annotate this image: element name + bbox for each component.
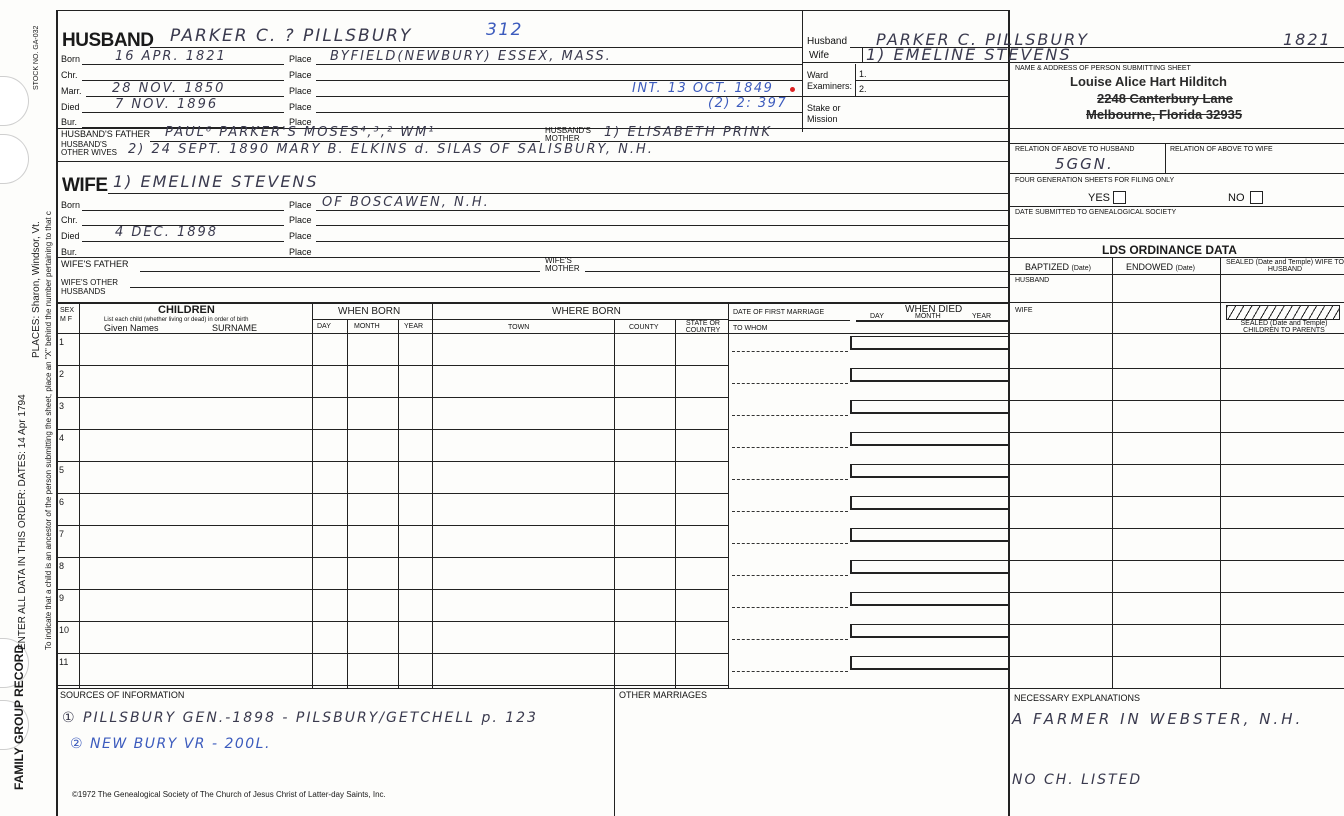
explanation-2[interactable]: NO CH. LISTED [1012, 772, 1143, 788]
county-label: COUNTY [629, 324, 659, 331]
frame-top [56, 10, 1008, 11]
child-row-number: 4 [59, 433, 65, 443]
endowed-label [1126, 262, 1195, 272]
wife-mother-label: WIFE'S MOTHER [545, 256, 580, 273]
child-row-line [56, 429, 728, 430]
line [312, 319, 432, 320]
line [1008, 257, 1344, 258]
wife-father-label: WIFE'S FATHER [61, 259, 129, 269]
line [1008, 206, 1344, 207]
line [802, 96, 1008, 97]
line [1008, 302, 1344, 303]
col-line [675, 320, 676, 688]
line [56, 161, 1008, 162]
no-checkbox[interactable] [1250, 191, 1263, 204]
child-row-number: 6 [59, 497, 65, 507]
child-row-number: 1 [59, 337, 65, 347]
first-marriage-dashes [732, 447, 848, 448]
line [316, 241, 1008, 242]
stake-label: Stake or Mission [807, 103, 841, 124]
line [316, 112, 802, 113]
child-row-line-right [850, 528, 1008, 529]
child-row-line [56, 557, 728, 558]
col-line [398, 320, 399, 688]
wife-name-right[interactable]: 1) EMELINE STEVENS [866, 45, 1072, 64]
explanations-label: NECESSARY EXPLANATIONS [1014, 693, 1141, 703]
child-row-line [56, 685, 728, 686]
relation-husband[interactable]: 5GGN. [1055, 155, 1114, 173]
husband-name[interactable]: PARKER C. ? PILLSBURY [170, 26, 413, 46]
lds-row-line [1008, 496, 1344, 497]
died-bracket [850, 400, 852, 412]
form-title: FAMILY GROUP RECORD [12, 644, 26, 790]
husband-mother-label: HUSBAND'S MOTHER [545, 126, 591, 143]
husband-heading: HUSBAND [62, 30, 154, 51]
places-example: PLACES: Sharon, Windsor, Vt. [31, 221, 42, 358]
child-row-number: 5 [59, 465, 65, 475]
husband-born[interactable]: 16 APR. 1821 [115, 49, 227, 64]
place-label: Place [289, 70, 312, 80]
died-bracket [850, 528, 852, 540]
given-names-label: Given Names [104, 323, 159, 333]
child-row-line-right [850, 656, 1008, 657]
died-line [850, 508, 1008, 510]
first-marriage-dashes [732, 383, 848, 384]
to-whom-label: TO WHOM [733, 325, 768, 332]
sex-label: SEX M F [60, 307, 75, 323]
submitter-street: 2248 Canterbury Lane [1097, 91, 1233, 106]
line [802, 62, 1344, 63]
child-row-line-right [850, 368, 1008, 369]
place-label: Place [289, 231, 312, 241]
year-label: YEAR [404, 323, 424, 330]
col-line [432, 302, 433, 688]
children-instructions: List each child (whether living or dead) in order of birth [104, 317, 249, 323]
first-marriage-dashes [732, 575, 848, 576]
husband-father-label: HUSBAND'S FATHER [61, 129, 151, 139]
died-bracket [850, 656, 852, 668]
endowed-text: ENDOWED [1126, 262, 1173, 272]
month-label: MONTH [354, 323, 380, 330]
date-submitted-label: DATE SUBMITTED TO GENEALOGICAL SOCIETY [1015, 209, 1177, 216]
copyright: ©1972 The Genealogical Society of The Church of Jesus Christ of Latter-day Saints, Inc. [72, 790, 386, 799]
lds-row-line [1008, 400, 1344, 401]
line [1008, 143, 1344, 144]
relation-husband-label: RELATION OF ABOVE TO HUSBAND [1015, 146, 1135, 153]
child-row-number: 8 [59, 561, 65, 571]
marriage-intention: INT. 13 OCT. 1849 [632, 81, 774, 96]
husband-marr[interactable]: 28 NOV. 1850 [112, 81, 226, 96]
line [82, 210, 284, 211]
examiners-label: Examiners: [807, 81, 853, 91]
dates-example: ENTER ALL DATA IN THIS ORDER: DATES: 14 Apr 1794 [17, 394, 28, 650]
died-bracket [850, 464, 852, 476]
lds-row-line [1008, 432, 1344, 433]
wife-heading: WIFE [62, 175, 108, 196]
died-line [850, 604, 1008, 606]
first-marriage-dashes [732, 511, 848, 512]
examiner-2: 2. [859, 84, 867, 94]
lds-row-line [1008, 528, 1344, 529]
line [1008, 688, 1344, 689]
col-line [79, 302, 80, 688]
place-label: Place [289, 247, 312, 257]
died-line [850, 412, 1008, 414]
children-label: CHILDREN [158, 304, 215, 316]
husband-label-right: Husband [807, 36, 848, 47]
child-row-line-right [850, 624, 1008, 625]
died-bracket [850, 496, 852, 508]
child-row-number: 7 [59, 529, 65, 539]
submitter-city: Melbourne, Florida 32935 [1086, 107, 1243, 122]
husband-name-right[interactable]: PARKER C. PILLSBURY [876, 30, 1089, 49]
wife-label-right: Wife [809, 50, 829, 61]
line [56, 688, 1008, 689]
place-label: Place [289, 86, 312, 96]
chr-label: Chr. [61, 215, 78, 225]
died-bracket [850, 432, 852, 444]
lds-wife-label: WIFE [1015, 307, 1033, 314]
record-number: 312 [486, 20, 523, 40]
child-row-line-right [850, 432, 1008, 433]
child-row-line [56, 621, 728, 622]
died-bracket [850, 592, 852, 604]
line [728, 320, 850, 321]
marr-label: Marr. [61, 86, 82, 96]
first-marriage-dashes [732, 415, 848, 416]
lds-title: LDS ORDINANCE DATA [1102, 243, 1237, 257]
red-dot [790, 87, 795, 92]
yes-checkbox[interactable] [1113, 191, 1126, 204]
baptized-text: BAPTIZED [1025, 262, 1070, 272]
died-line [850, 444, 1008, 446]
punch-hole [0, 76, 29, 126]
lds-row-line [1008, 656, 1344, 657]
relation-wife-label: RELATION OF ABOVE TO WIFE [1170, 146, 1273, 153]
wife-died[interactable]: 4 DEC. 1898 [115, 225, 219, 240]
first-marriage-dashes [732, 479, 848, 480]
sources-label: SOURCES OF INFORMATION [60, 690, 185, 700]
died-label: Died [61, 102, 80, 112]
source-1[interactable]: ① PILLSBURY GEN.-1898 - PILSBURY/GETCHELL p. 123 [62, 710, 538, 726]
lds-row-line [1008, 464, 1344, 465]
line [56, 333, 1008, 334]
chr-label: Chr. [61, 70, 78, 80]
ancestor-instruction: To indicate that a child is an ancestor of the person submitting the sheet, place an "X" behind the number pertaining to that c [44, 211, 53, 650]
endowed-date-hint: (Date) [1175, 265, 1195, 272]
sealed-children-label: SEALED (Date and Temple) CHILDREN TO PARENTS [1240, 320, 1328, 334]
col-line [312, 302, 313, 688]
child-row-line-right [850, 560, 1008, 561]
died-bracket [850, 336, 852, 348]
when-died-label: WHEN DIED [905, 304, 963, 315]
died-line [850, 348, 1008, 350]
died-line [850, 572, 1008, 574]
died-bracket [850, 560, 852, 572]
died-bracket [850, 368, 852, 380]
col-line [347, 320, 348, 688]
punch-hole [0, 134, 29, 184]
first-marriage-dashes [732, 639, 848, 640]
line [82, 112, 284, 113]
husband-other-wives-label: HUSBAND'S OTHER WIVES [61, 140, 118, 157]
hatched-cell [1226, 305, 1340, 320]
lds-row-line [1008, 368, 1344, 369]
bur-label: Bur. [61, 117, 78, 127]
husband-born-place[interactable]: BYFIELD(NEWBURY) ESSEX, MASS. [330, 49, 612, 64]
bur-label: Bur. [61, 247, 78, 257]
child-row-line [56, 365, 728, 366]
line [1008, 128, 1344, 129]
born-label: Born [61, 200, 81, 210]
line [82, 241, 284, 242]
child-row-line [56, 493, 728, 494]
first-marriage-dashes [732, 543, 848, 544]
yes-label: YES [1088, 192, 1111, 204]
child-row-line-right [850, 400, 1008, 401]
died-label: Died [61, 231, 80, 241]
first-marriage-label: DATE OF FIRST MARRIAGE [733, 309, 825, 316]
line [56, 257, 1008, 258]
where-born-label: WHERE BORN [552, 306, 621, 317]
place-label: Place [289, 200, 312, 210]
surname-label: SURNAME [212, 323, 258, 333]
state-country-label: STATE OR COUNTRY [685, 320, 721, 334]
day-label: DAY [317, 323, 331, 330]
sealed-wife-label: SEALED (Date and Temple) WIFE TO HUSBAND [1226, 259, 1344, 273]
frame-divider [1008, 10, 1010, 816]
died-year-label: YEAR [972, 313, 992, 320]
child-row-line [56, 653, 728, 654]
child-row-line [56, 397, 728, 398]
husband-died[interactable]: 7 NOV. 1896 [115, 97, 219, 112]
col-line [1165, 143, 1166, 173]
died-day-label: DAY [870, 313, 884, 320]
when-born-label: WHEN BORN [338, 306, 401, 317]
line [585, 271, 1008, 272]
line [1008, 274, 1344, 275]
no-label: NO [1228, 192, 1245, 204]
place-label: Place [289, 54, 312, 64]
line [856, 320, 1008, 322]
died-line [850, 540, 1008, 542]
submitter-label: NAME & ADDRESS OF PERSON SUBMITTING SHEET [1015, 65, 1191, 72]
frame-left [56, 10, 58, 816]
wife-other-husbands-label: WIFE'S OTHER HUSBANDS [61, 278, 119, 296]
husband-mother[interactable]: 1) ELISABETH PRINK [604, 125, 772, 140]
died-bracket [850, 624, 852, 636]
died-month-label: MONTH [915, 313, 941, 320]
stock-number: STOCK NO. GA-032 [33, 25, 40, 90]
col-line [614, 688, 615, 816]
born-label: Born [61, 54, 81, 64]
line [130, 287, 1008, 288]
wife-born-place[interactable]: OF BOSCAWEN, N.H. [322, 195, 490, 210]
child-row-line [56, 525, 728, 526]
line [316, 64, 802, 65]
place-label: Place [289, 102, 312, 112]
first-marriage-dashes [732, 351, 848, 352]
died-line [850, 636, 1008, 638]
line [82, 64, 284, 65]
line [140, 271, 540, 272]
other-marriages-label: OTHER MARRIAGES [619, 690, 708, 700]
died-line [850, 668, 1008, 670]
child-row-line-right [850, 464, 1008, 465]
child-row-line-right [850, 592, 1008, 593]
col-line [614, 320, 615, 706]
husband-father[interactable]: PAUL⁶ PARKER'S MOSES⁴,³,² WM¹ [165, 125, 436, 140]
first-marriage-dashes [732, 671, 848, 672]
lds-row-line [1008, 560, 1344, 561]
child-row-number: 9 [59, 593, 65, 603]
child-row-line [56, 589, 728, 590]
baptized-date-hint: (Date) [1071, 265, 1091, 272]
four-generation-label: FOUR GENERATION SHEETS FOR FILING ONLY [1015, 177, 1175, 184]
died-line [850, 380, 1008, 382]
died-line [850, 476, 1008, 478]
place-label: Place [289, 215, 312, 225]
line [316, 210, 1008, 211]
line [1008, 173, 1344, 174]
lds-row-line [1008, 592, 1344, 593]
husband-name-line [150, 47, 802, 48]
place-label: Place [289, 117, 312, 127]
line [316, 225, 1008, 226]
col-line [862, 47, 863, 62]
town-label: TOWN [508, 324, 530, 331]
line [108, 193, 1008, 194]
child-row-line-right [850, 336, 1008, 337]
birth-year-right[interactable]: 1821 [1283, 30, 1332, 49]
explanation-1[interactable]: A FARMER IN WEBSTER, N.H. [1012, 710, 1304, 728]
submitter-name: Louise Alice Hart Hilditch [1070, 74, 1227, 89]
source-2[interactable]: ② NEW BURY VR - 200L. [70, 736, 271, 752]
lds-row-line [1008, 624, 1344, 625]
line [1008, 238, 1344, 239]
child-row-number: 10 [59, 625, 70, 635]
husband-right-border [802, 10, 803, 132]
ward-label: Ward [807, 70, 829, 80]
child-row-number: 3 [59, 401, 65, 411]
wife-name[interactable]: 1) EMELINE STEVENS [113, 172, 319, 191]
col-line [728, 302, 729, 688]
child-row-line [56, 461, 728, 462]
child-row-number: 11 [59, 657, 69, 667]
first-marriage-dashes [732, 607, 848, 608]
line [855, 80, 1008, 81]
examiner-1: 1. [859, 69, 867, 79]
baptized-label [1025, 262, 1091, 272]
husband-other-wives[interactable]: 2) 24 SEPT. 1890 MARY B. ELKINS d. SILAS OF SALISBURY, N.H. [128, 142, 654, 157]
vital-record-ref: (2) 2: 397 [708, 96, 788, 111]
child-row-number: 2 [59, 369, 65, 379]
child-row-line-right [850, 496, 1008, 497]
lds-husband-label: HUSBAND [1015, 277, 1050, 284]
line [1008, 333, 1344, 334]
